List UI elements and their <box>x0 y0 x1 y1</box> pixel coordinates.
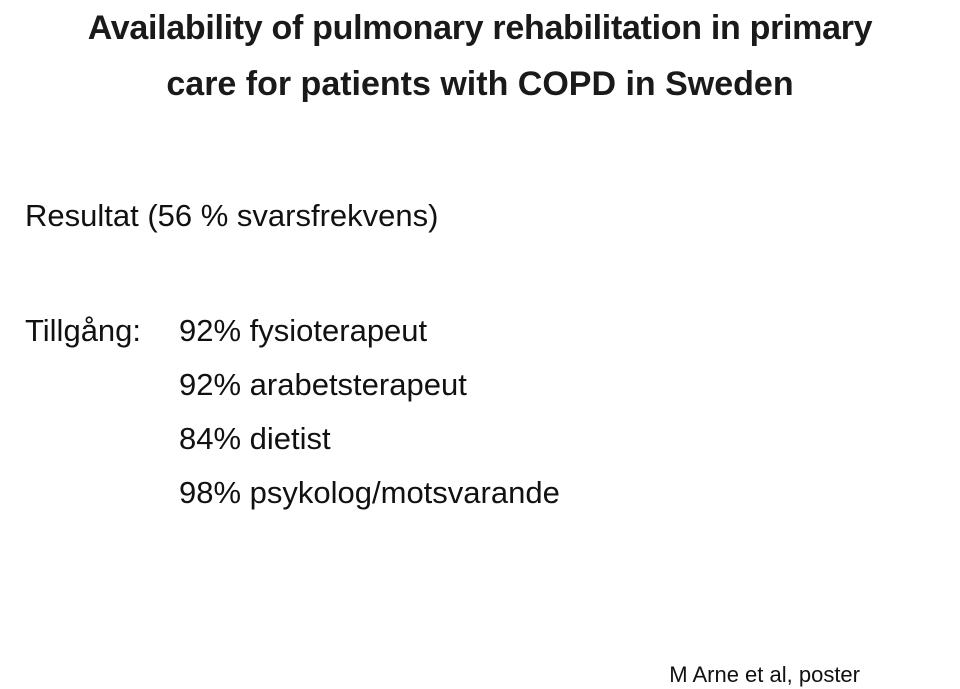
availability-list <box>179 304 560 520</box>
slide-title-line-1: Availability of pulmonary rehabilitation in primary <box>87 9 873 47</box>
results-subtitle: Resultat (56 % svarsfrekvens) <box>25 198 439 233</box>
availability-label: Tillgång: <box>25 313 142 348</box>
availability-item-occupational-therapist: 92% arabetsterapeut <box>179 367 467 402</box>
slide-title-line-2: care for patients with COPD in Sweden <box>166 65 794 103</box>
source-citation: M Arne et al, poster <box>669 662 860 687</box>
availability-item-dietitian: 84% dietist <box>179 421 331 456</box>
availability-item-physiotherapist: 92% fysioterapeut <box>179 313 428 348</box>
availability-item-psychologist: 98% psykolog/motsvarande <box>179 475 560 510</box>
slide-title <box>0 0 960 112</box>
